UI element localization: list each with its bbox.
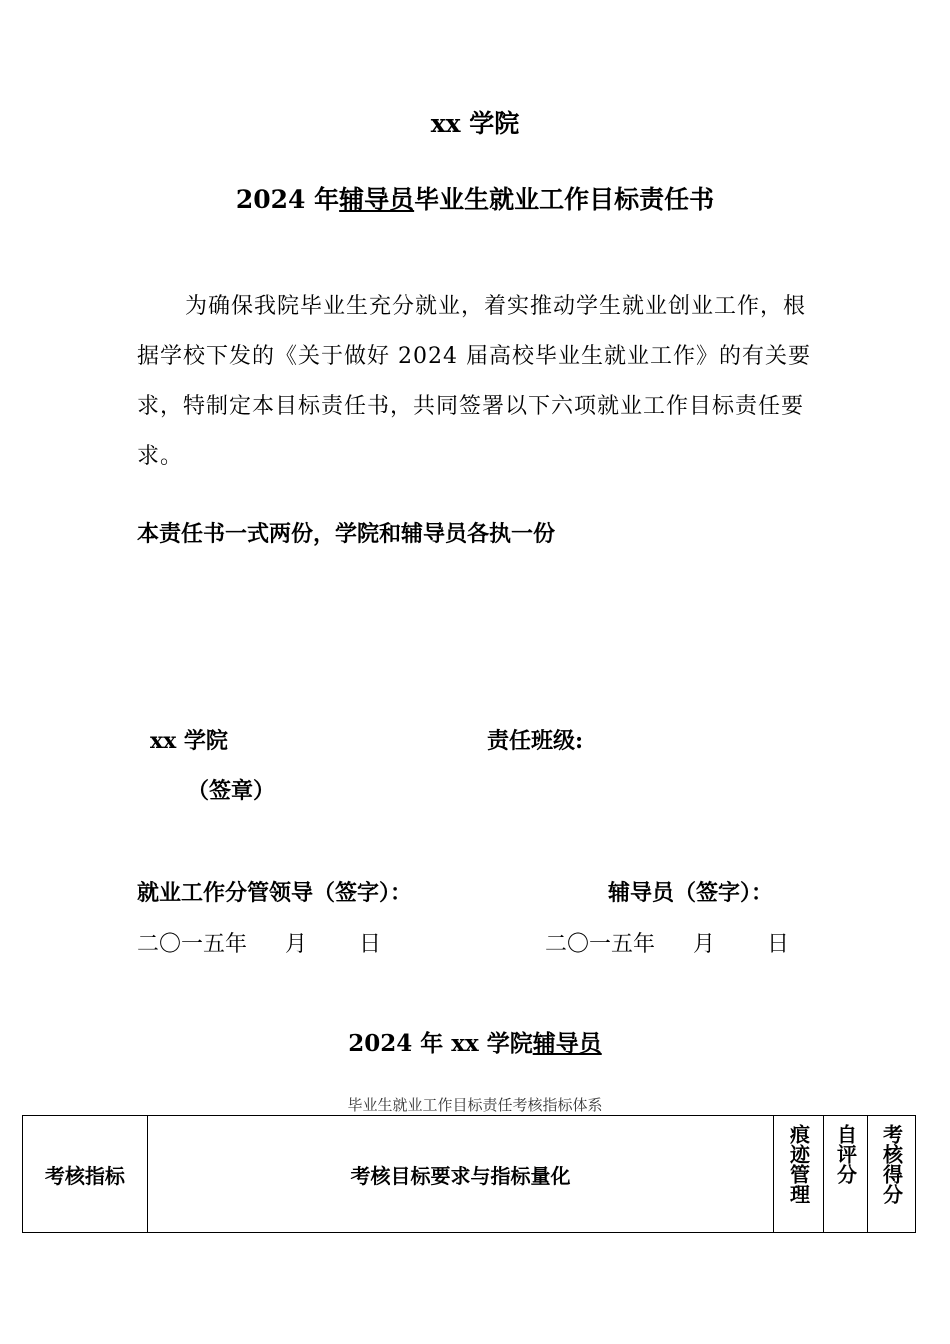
title-suffix: 毕业生就业工作目标责任书 (414, 185, 715, 214)
leader-signature-label: 就业工作分管领导（签字）： (137, 880, 413, 906)
org-title: xx 学院 (430, 109, 520, 138)
responsible-class-label: 责任班级: (487, 728, 584, 754)
assessment-title (0, 1025, 950, 1058)
signature-org-label: xx 学院 (150, 728, 228, 754)
assessment-table (22, 1115, 916, 1233)
date-month: 月 (693, 932, 716, 957)
leader-date (137, 927, 381, 958)
header-requirements: 考核目标要求与指标量化 (147, 1116, 773, 1233)
date-day: 日 (767, 932, 790, 957)
counselor-signature-label: 辅导员（签字）： (608, 880, 774, 906)
table-header-row (23, 1116, 916, 1233)
title-prefix: 2024 年 (235, 185, 340, 214)
assessment-title-prefix: 2024 年 xx 学院 (348, 1030, 533, 1057)
seal-label: （签章） (187, 778, 276, 804)
header-self-score: 自评分 (824, 1116, 868, 1233)
assessment-title-role: 辅导员 (532, 1030, 602, 1057)
intro-paragraph: 为确保我院毕业生充分就业，着实推动学生就业创业工作，根据学校下发的《关于做好 2024 届高校毕业生就业工作》的有关要求，特制定本目标责任书，共同签署以下六项就业工作目标责任要求。 (137, 294, 811, 469)
date-day: 日 (359, 932, 382, 957)
title-role: 辅导员 (339, 185, 415, 214)
header-assessed-score: 考核得分 (868, 1116, 916, 1233)
header-indicator: 考核指标 (23, 1116, 148, 1233)
counselor-date (545, 927, 789, 958)
copies-note: 本责任书一式两份，学院和辅导员各执一份 (137, 521, 556, 547)
table-caption: 毕业生就业工作目标责任考核指标体系 (347, 1096, 603, 1114)
date-year: 二〇一五年 (137, 932, 248, 957)
date-year: 二〇一五年 (545, 932, 656, 957)
header-trace: 痕迹管理 (774, 1116, 824, 1233)
date-month: 月 (285, 932, 308, 957)
document-title (0, 180, 950, 216)
